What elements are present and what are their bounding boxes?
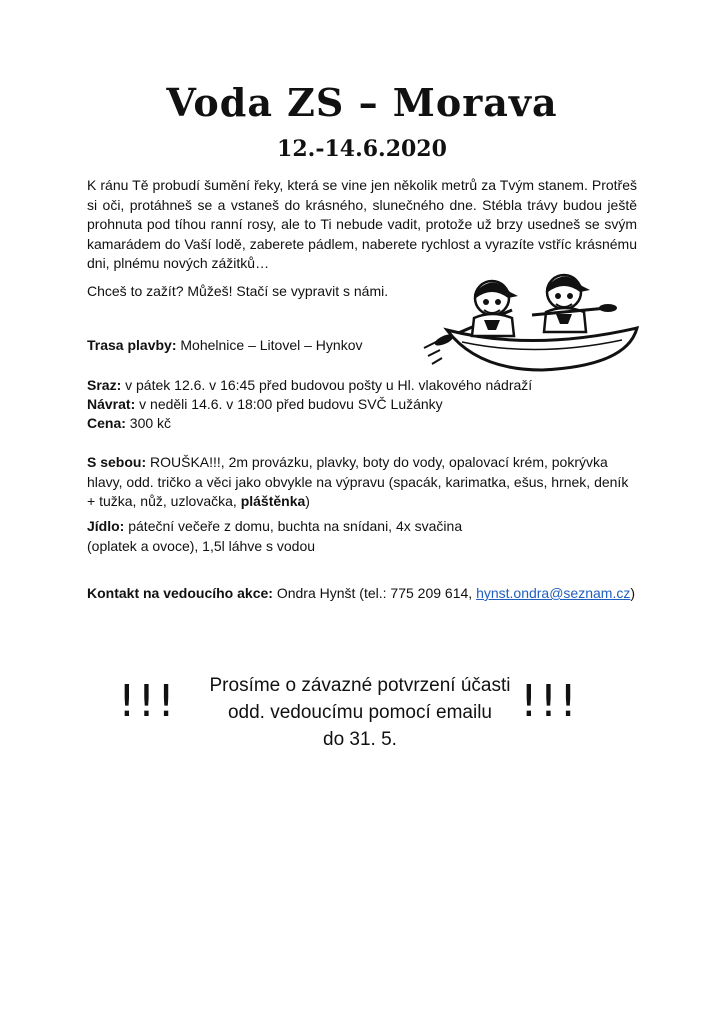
event-dates: 12.-14.6.2020 [277,136,447,162]
contact-line [87,584,635,603]
route-value: Mohelnice – Litovel – Hynkov [176,337,363,353]
food-value: páteční večeře z domu, buchta na snídani, 4x svačina (oplatek a ovoce), 1,5l láhve s vodou [87,518,463,554]
bring-label: S sebou: [87,454,147,470]
bring-paragraph [87,453,637,512]
food-label: Jídlo: [87,518,125,534]
return-value: v neděli 14.6. v 18:00 před budovu SVČ Lužánky [135,396,443,412]
canoe-kids-illustration [422,270,647,385]
food-paragraph [87,517,477,556]
price-line [87,414,171,433]
contact-label: Kontakt na vedoucího akce: [87,585,273,601]
return-label: Návrat: [87,396,136,412]
exclamation-right: !!! [520,676,579,727]
route-label: Trasa plavby: [87,337,177,353]
meet-label: Sraz: [87,377,122,393]
return-line [87,395,443,414]
intro-paragraph: K ránu Tě probudí šumění řeky, která se vine jen několik metrů za Tvým stanem. Protřeš si oči, protáhneš se a vstaneš do krásného, slunečného dne. Stébla trávy budou ještě prohnuta pod tíhou ranní rosy, ale to Ti nebude vadit, protože už brzy usedneš se svým kamarádem do Vaší lodě, zaberete pádlem, naberete rychlost a vyrazíte vstříc krásnému dni, plnému nových zážitků… [87,177,637,271]
invite-line: Chceš to zažít? Můžeš! Stačí se vypravit s námi. [87,283,389,299]
price-label: Cena: [87,415,126,431]
contact-close: ) [630,585,636,601]
confirmation-note [190,672,530,753]
route-line [87,336,363,355]
meet-line [87,376,532,395]
bring-close: ) [305,493,310,509]
bring-raincoat: pláštěnka [240,493,306,509]
note-line-3: do 31. 5. [323,729,397,750]
meet-value: v pátek 12.6. v 16:45 před budovou pošty u Hl. vlakového nádraží [121,377,533,393]
bring-value: ROUŠKA!!!, 2m provázku, plavky, boty do vody, opalovací krém, pokrývka hlavy, odd. tričko a věci jako obvykle na výpravu (spacák, karimatka, ešus, hrnek, deník + tužka, nůž, uzlovačka, [87,454,629,509]
exclamation-left: !!! [118,676,177,727]
note-line-1: Prosíme o závazné potvrzení účasti [209,675,511,696]
price-value: 300 kč [125,415,172,431]
page-title: Voda ZS – Morava [166,80,558,125]
contact-email-link[interactable]: hynst.ondra@seznam.cz [476,585,631,601]
note-line-2: odd. vedoucímu pomocí emailu [227,702,493,723]
contact-value: Ondra Hynšt (tel.: 775 209 614, [272,585,477,601]
